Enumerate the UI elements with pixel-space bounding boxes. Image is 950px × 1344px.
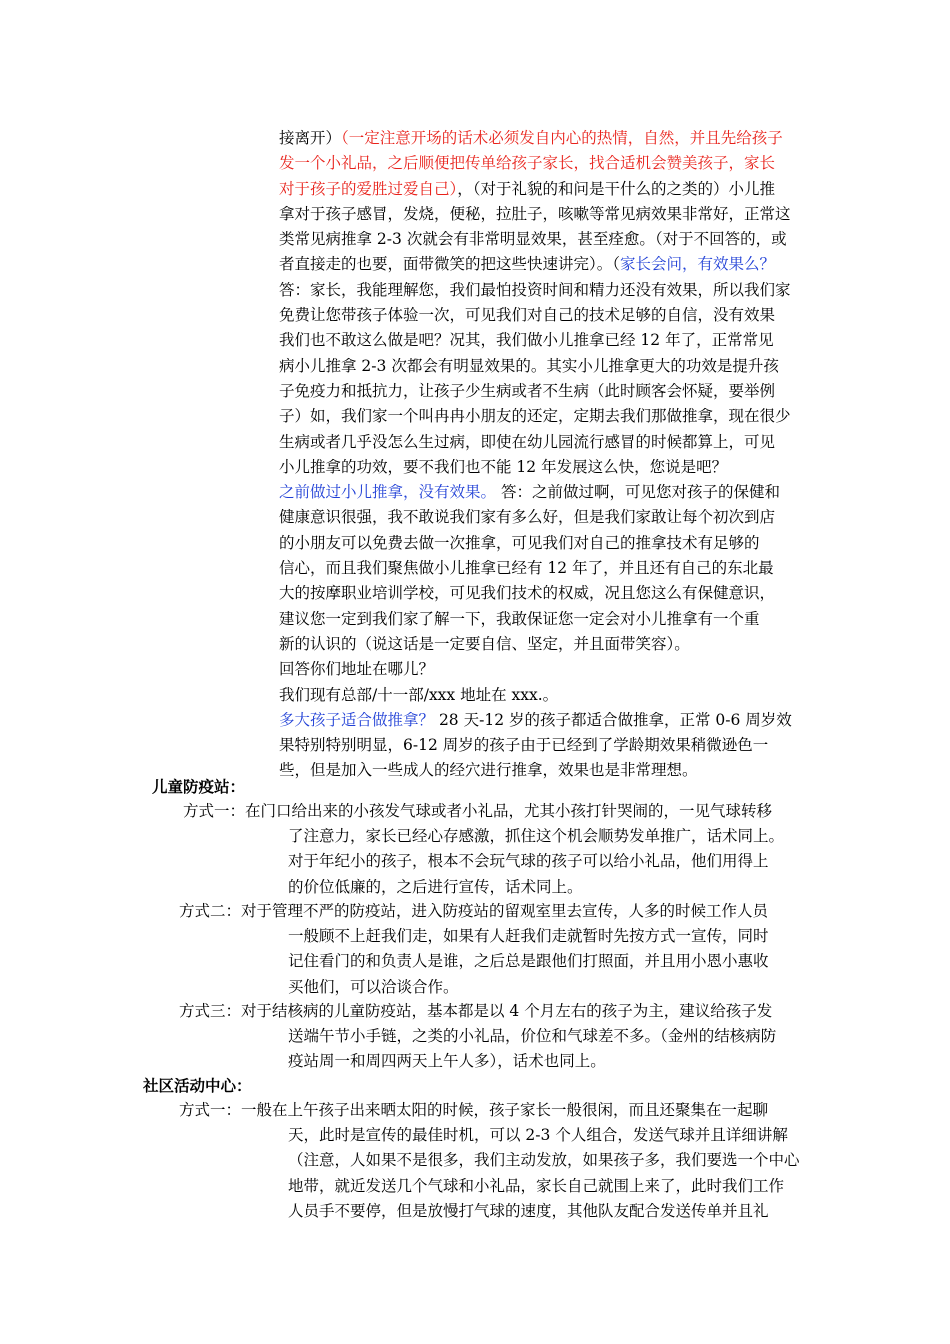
text-line: 类常见病推拿 2-3 次就会有非常明显效果，甚至痊愈。（对于不回答的，或 <box>279 230 787 249</box>
text-line: 对于孩子的爱胜过爱自己），（对于礼貌的和问是干什么的之类的）小儿推 <box>279 179 776 198</box>
text-line: 送端午节小手链，之类的小礼品，价位和气球差不多。（金州的结核病防 <box>288 1027 777 1045</box>
text-line: 人员手不要停，但是放慢打气球的速度，其他队友配合发送传单并且礼 <box>288 1201 769 1220</box>
text-line: 病小儿推拿 2-3 次都会有明显效果的。其实小儿推拿更大的功效是提升孩 <box>279 356 779 375</box>
method-two-continuation <box>288 924 769 1000</box>
text-line: 信心，而且我们聚焦做小儿推拿已经有 12 年了，并且还有自己的东北最 <box>279 559 774 578</box>
section-heading-community-center: 社区活动中心： <box>143 1076 252 1095</box>
text-line: 我们也不敢这么做是吧？况其，我们做小儿推拿已经 12 年了，正常常见 <box>279 331 774 350</box>
text-line: 生病或者几乎没怎么生过病，即使在幼儿园流行感冒的时候都算上，可见 <box>279 432 776 451</box>
method-two-first-line: 方式二：对于管理不严的防疫站，进入防疫站的留观室里去宣传，人多的时候工作人员 <box>179 902 769 920</box>
question-text: 之前做过小儿推拿，没有效果。 <box>279 483 497 502</box>
section-heading-vaccination-station: 儿童防疫站： <box>152 777 246 796</box>
text-line: 建议您一定到我们家了解一下，我敢保证您一定会对小儿推拿有一个重 <box>279 609 760 628</box>
text-line: 新的认识的（说这话是一定要自信、坚定，并且面带笑容）。 <box>279 634 690 653</box>
question-text: 多大孩子适合做推拿？ <box>279 710 435 729</box>
emphasis-text: 对于孩子的爱胜过爱自己） <box>279 179 458 198</box>
emphasis-text: 发一个小礼品，之后顺便把传单给孩子家长，找合适机会赞美孩子，家长 <box>279 154 776 173</box>
text-line: 我们现有总部/十一部/xxx 地址在 xxx.。 <box>279 685 559 704</box>
text-line: 买他们，可以洽谈合作。 <box>288 977 459 996</box>
text-line: 健康意识很强，我不敢说我们家有多么好，但是我们家敢让每个初次到店 <box>279 508 776 527</box>
text-line: 回答你们地址在哪儿？ <box>279 660 435 679</box>
question-text: 家长会问，有效果么？ <box>620 255 776 274</box>
text-line: 小儿推拿的功效，要不我们也不能 12 年发展这么快，您说是吧？ <box>279 457 728 476</box>
community-method-one-continuation <box>288 1123 800 1224</box>
text-line: 者直接走的也要，面带微笑的把这些快速讲完）。（家长会问，有效果么？ <box>279 255 776 274</box>
text-line: 对于年纪小的孩子，根本不会玩气球的孩子可以给小礼品，他们用得上 <box>288 852 769 871</box>
method-one-continuation <box>288 824 784 900</box>
text-line: 的价位低廉的，之后进行宣传，话术同上。 <box>288 877 583 896</box>
text-line: 了注意力，家长已经心存感激，抓住这个机会顺势发单推广，话术同上。 <box>288 827 785 845</box>
text-line: 地带，就近发送几个气球和小礼品，家长自己就围上来了，此时我们工作 <box>288 1176 785 1195</box>
text-line: 多大孩子适合做推拿？ 28 天-12 岁的孩子都适合做推拿，正常 0-6 周岁效 <box>279 710 792 729</box>
text-line: （注意，人如果不是很多，我们主动发放，如果孩子多，我们要选一个中心 <box>288 1151 800 1170</box>
text-line: 一般顾不上赶我们走，如果有人赶我们走就暂时先按方式一宣传，同时 <box>288 927 769 945</box>
text-line: 大的按摩职业培训学校，可见我们技术的权威，况且您这么有保健意识， <box>279 584 776 603</box>
text-line: 答：家长，我能理解您，我们最怕投资时间和精力还没有效果，所以我们家 <box>279 280 791 299</box>
text-line: 果特别特别明显，6-12 周岁的孩子由于已经到了学龄期效果稍微逊色一 <box>279 736 769 755</box>
text-line: 免费让您带孩子体验一次，可见我们对自己的技术足够的自信，没有效果 <box>279 306 776 325</box>
method-three-continuation <box>288 1024 776 1075</box>
community-method-one-first-line: 方式一：一般在上午孩子出来晒太阳的时候，孩子家长一般很闲，而且还聚集在一起聊 <box>179 1101 769 1119</box>
text-line: 之前做过小儿推拿，没有效果。 答：之前做过啊，可见您对孩子的保健和 <box>279 483 780 502</box>
text-line: 些，但是加入一些成人的经穴进行推拿，效果也是非常理想。 <box>279 761 698 780</box>
text-line: 的小朋友可以免费去做一次推拿，可见我们对自己的推拿技术有足够的 <box>279 533 760 552</box>
text-line: 拿对于孩子感冒，发烧，便秘，拉肚子，咳嗽等常见病效果非常好，正常这 <box>279 204 791 223</box>
text-line: 接离开）（一定注意开场的话术必须发自内心的热情，自然，并且先给孩子 <box>279 129 783 147</box>
text-line: 子）如，我们家一个叫冉冉小朋友的还定，定期去我们那做推拿，现在很少 <box>279 407 791 426</box>
emphasis-text: （一定注意开场的话术必须发自内心的热情，自然，并且先给孩子 <box>341 129 783 147</box>
text-line: 子免疫力和抵抗力，让孩子少生病或者不生病（此时顾客会怀疑，要举例 <box>279 381 776 400</box>
text-line: 疫站周一和周四两天上午人多），话术也同上。 <box>288 1052 606 1071</box>
method-one-first-line: 方式一：在门口给出来的小孩发气球或者小礼品，尤其小孩打针哭闹的，一见气球转移 <box>183 802 773 820</box>
sales-script-block <box>279 126 792 784</box>
text-line: 天，此时是宣传的最佳时机，可以 2-3 个人组合，发送气球并且详细讲解 <box>288 1126 788 1144</box>
text-line: 记住看门的和负责人是谁，之后总是跟他们打照面，并且用小恩小惠收 <box>288 952 769 971</box>
method-three-first-line: 方式三：对于结核病的儿童防疫站，基本都是以 4 个月左右的孩子为主，建议给孩子发 <box>179 1002 773 1020</box>
